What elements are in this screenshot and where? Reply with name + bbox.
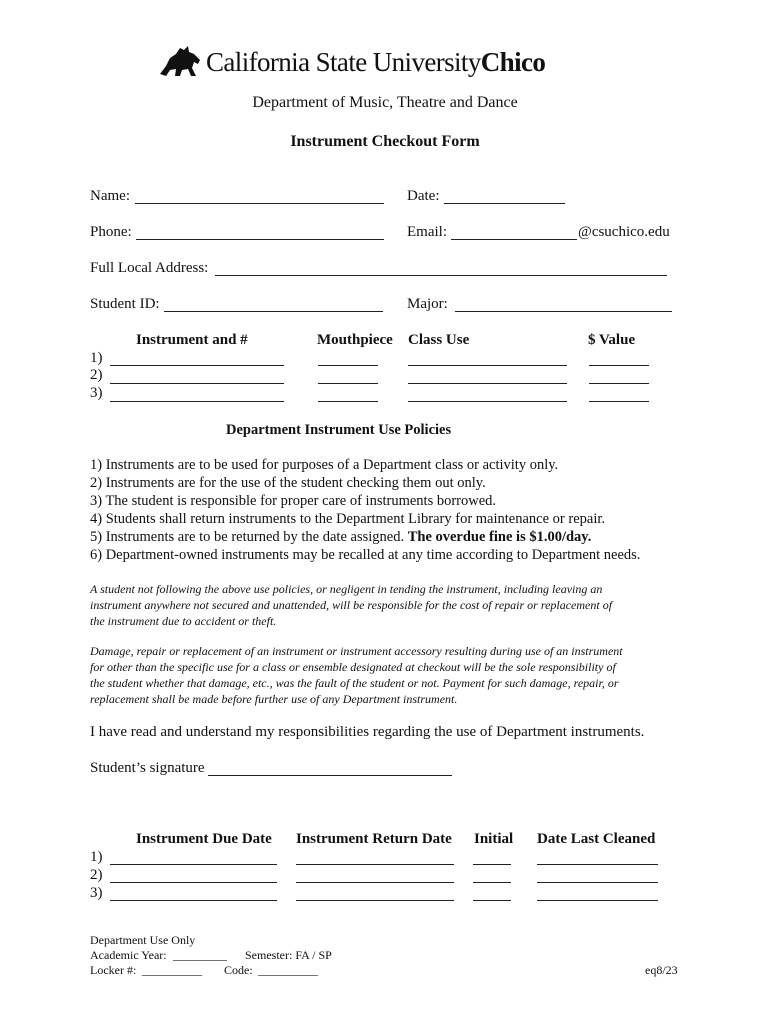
damage-note [90,643,690,707]
academic-year-field[interactable]: _________ [173,948,227,962]
code-label: Code: [224,963,253,977]
mouthpiece-field[interactable] [318,365,378,366]
acknowledgement-text: I have read and understand my responsibilities regarding the use of Department instruments. [90,724,645,740]
address-field[interactable] [215,275,667,276]
return-row-number: 2) [90,867,103,883]
policies-title: Department Instrument Use Policies [226,422,452,438]
date-label: Date: [407,188,440,204]
class-use-header: Class Use [408,332,470,348]
due-date-field[interactable] [110,882,277,883]
policy-item: 1) Instruments are to be used for purposes of a Department class or activity only. [90,457,559,473]
policy-item-text: 5) Instruments are to be returned by the date assigned. [90,529,408,545]
revision-code: eq8/23 [645,963,678,977]
logo-wordmark [206,47,545,78]
note-line: Damage, repair or replacement of an instrument or instrument accessory resulting during use of an instrument [90,644,623,658]
instrument-row-number: 2) [90,367,103,383]
policies-list [90,456,640,564]
policy-item [90,528,640,546]
return-date-field[interactable] [296,882,454,883]
last-cleaned-field[interactable] [537,882,658,883]
return-date-field[interactable] [296,864,454,865]
name-field[interactable] [135,203,384,204]
due-date-field[interactable] [110,864,277,865]
note-line: instrument anywhere not secured and unattended, will be responsible for the cost of repair or replacement of [90,598,613,612]
last-cleaned-header: Date Last Cleaned [537,831,656,847]
student-id-label: Student ID: [90,296,160,312]
instrument-field[interactable] [110,383,284,384]
return-date-field[interactable] [296,900,454,901]
due-date-header: Instrument Due Date [136,831,272,847]
name-label: Name: [90,188,130,204]
signature-label: Student’s signature [90,760,205,776]
initial-header: Initial [474,831,514,847]
address-label: Full Local Address: [90,260,209,276]
date-field[interactable] [444,203,565,204]
email-field[interactable] [451,239,577,240]
policy-item: 6) Department-owned instruments may be recalled at any time according to Department needs. [90,547,641,563]
class-use-field[interactable] [408,365,567,366]
last-cleaned-field[interactable] [537,864,658,865]
note-line: replacement shall be made before further use of any Department instrument. [90,692,458,706]
class-use-field[interactable] [408,383,567,384]
office-use-label: Department Use Only [90,933,196,947]
signature-field[interactable] [208,775,452,776]
instrument-header: Instrument and # [136,332,248,348]
instrument-row-number: 3) [90,385,103,401]
note-line: the instrument due to accident or theft. [90,614,277,628]
due-date-field[interactable] [110,900,277,901]
policy-item: 3) The student is responsible for proper care of instruments borrowed. [90,493,497,509]
overdue-fine: The overdue fine is $1.00/day. [407,529,592,545]
phone-label: Phone: [90,224,132,240]
wildcat-mascot-icon [158,44,204,80]
mouthpiece-header: Mouthpiece [317,332,393,348]
note-line: A student not following the above use policies, or negligent in tending the instrument, including leaving an [90,582,603,596]
instrument-row-number: 1) [90,350,103,366]
instrument-field[interactable] [110,365,284,366]
university-logo [158,44,545,80]
class-use-field[interactable] [408,401,567,402]
mouthpiece-field[interactable] [318,383,378,384]
student-id-field[interactable] [164,311,383,312]
mouthpiece-field[interactable] [318,401,378,402]
value-field[interactable] [589,383,649,384]
return-date-header: Instrument Return Date [296,831,452,847]
return-row-number: 1) [90,849,103,865]
logo-wordmark-bold: Chico [480,46,546,77]
last-cleaned-field[interactable] [537,900,658,901]
email-domain: @csuchico.edu [578,224,670,240]
policy-item: 2) Instruments are for the use of the student checking them out only. [90,475,486,491]
form-title: Instrument Checkout Form [290,133,480,150]
instrument-field[interactable] [110,401,284,402]
initial-field[interactable] [473,900,511,901]
value-field[interactable] [589,401,649,402]
email-label: Email: [407,224,447,240]
academic-year-label: Academic Year: [90,948,167,962]
value-header: $ Value [588,332,636,348]
policy-item: 4) Students shall return instruments to the Department Library for maintenance or repair. [90,511,605,527]
major-field[interactable] [455,311,672,312]
note-line: the student whether that damage, etc., was the fault of the student or not. Payment for such damage, repair, or [90,676,619,690]
liability-note [90,581,690,629]
value-field[interactable] [589,365,649,366]
locker-label: Locker #: [90,963,137,977]
semester-label: Semester: FA / SP [245,948,332,962]
locker-field[interactable]: __________ [142,963,202,977]
department-name: Department of Music, Theatre and Dance [252,94,518,111]
major-label: Major: [407,296,448,312]
initial-field[interactable] [473,864,511,865]
note-line: for other than the specific use for a class or ensemble designated at checkout will be the sole responsibility of [90,660,616,674]
code-field[interactable]: __________ [258,963,318,977]
initial-field[interactable] [473,882,511,883]
logo-wordmark-regular: California State University [206,46,481,77]
return-row-number: 3) [90,885,103,901]
phone-field[interactable] [136,239,384,240]
